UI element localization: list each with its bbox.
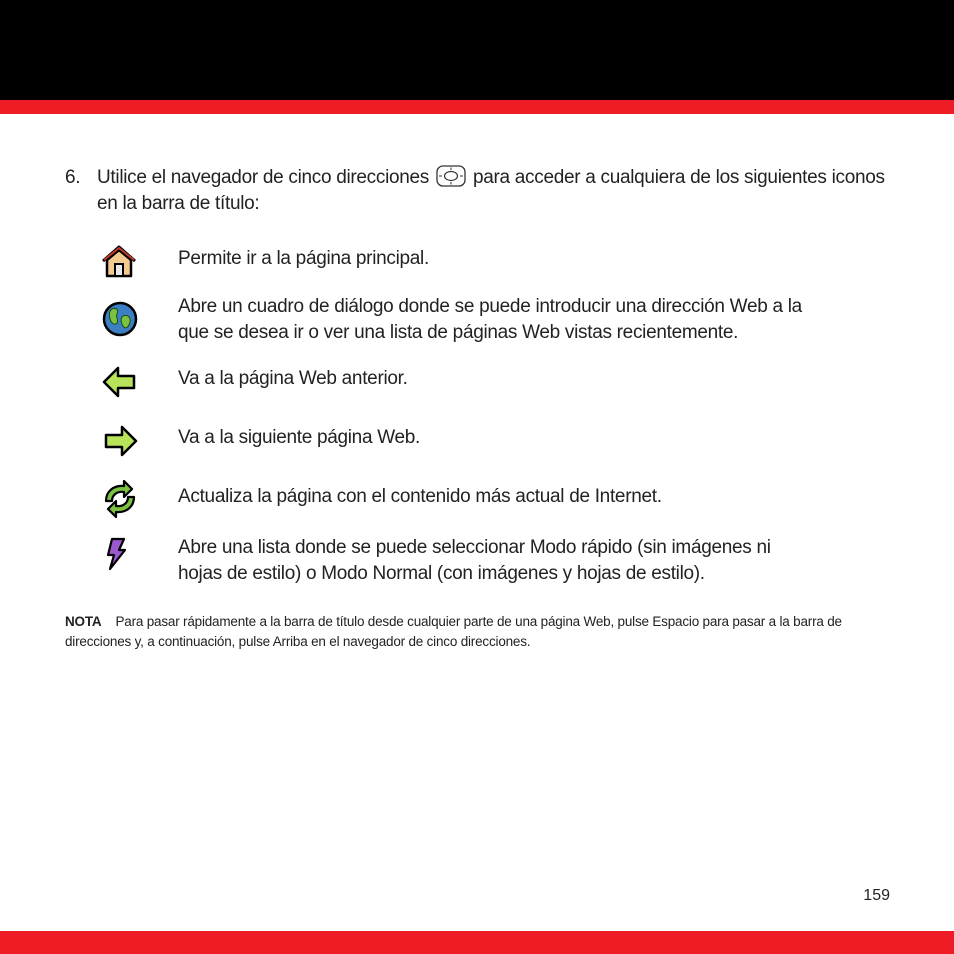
note <box>65 612 895 652</box>
footer-red-bar <box>0 931 954 954</box>
header-bar <box>0 0 954 100</box>
page-number: 159 <box>863 887 890 904</box>
lightning-icon <box>100 535 140 575</box>
home-description: Permite ir a la página principal. <box>178 248 429 269</box>
refresh-icon <box>100 479 140 519</box>
forward-arrow-icon <box>100 421 140 461</box>
note-label: NOTA <box>65 614 102 629</box>
lightning-description: Abre una lista donde se puede seleccionar Modo rápido (sin imágenes ni hojas de estilo) o Modo Normal (con imágenes y hojas de estilo). <box>178 537 771 584</box>
globe-description: Abre un cuadro de diálogo donde se puede introducir una dirección Web a la que se desea ir o ver una lista de páginas Web vistas recientemente. <box>178 296 802 343</box>
home-icon <box>100 243 140 283</box>
five-way-navigator-icon <box>436 165 466 187</box>
step-text-before: Utilice el navegador de cinco direcciones <box>97 167 430 188</box>
forward-description: Va a la siguiente página Web. <box>178 427 420 448</box>
header-red-stripe <box>0 100 954 114</box>
back-description: Va a la página Web anterior. <box>178 368 408 389</box>
step-text <box>97 165 887 217</box>
note-text: Para pasar rápidamente a la barra de título desde cualquier parte de una página Web, pulse Espacio para pasar a la barra de direcciones y, a continuación, pulse Arriba en el navegador de cinco direcciones. <box>65 614 842 649</box>
step-number: 6. <box>65 167 81 188</box>
step-text-after: para acceder a cualquiera de los siguientes iconos en la barra de título: <box>97 167 885 214</box>
refresh-description: Actualiza la página con el contenido más actual de Internet. <box>178 486 662 507</box>
back-arrow-icon <box>100 362 140 402</box>
globe-icon <box>100 299 140 339</box>
